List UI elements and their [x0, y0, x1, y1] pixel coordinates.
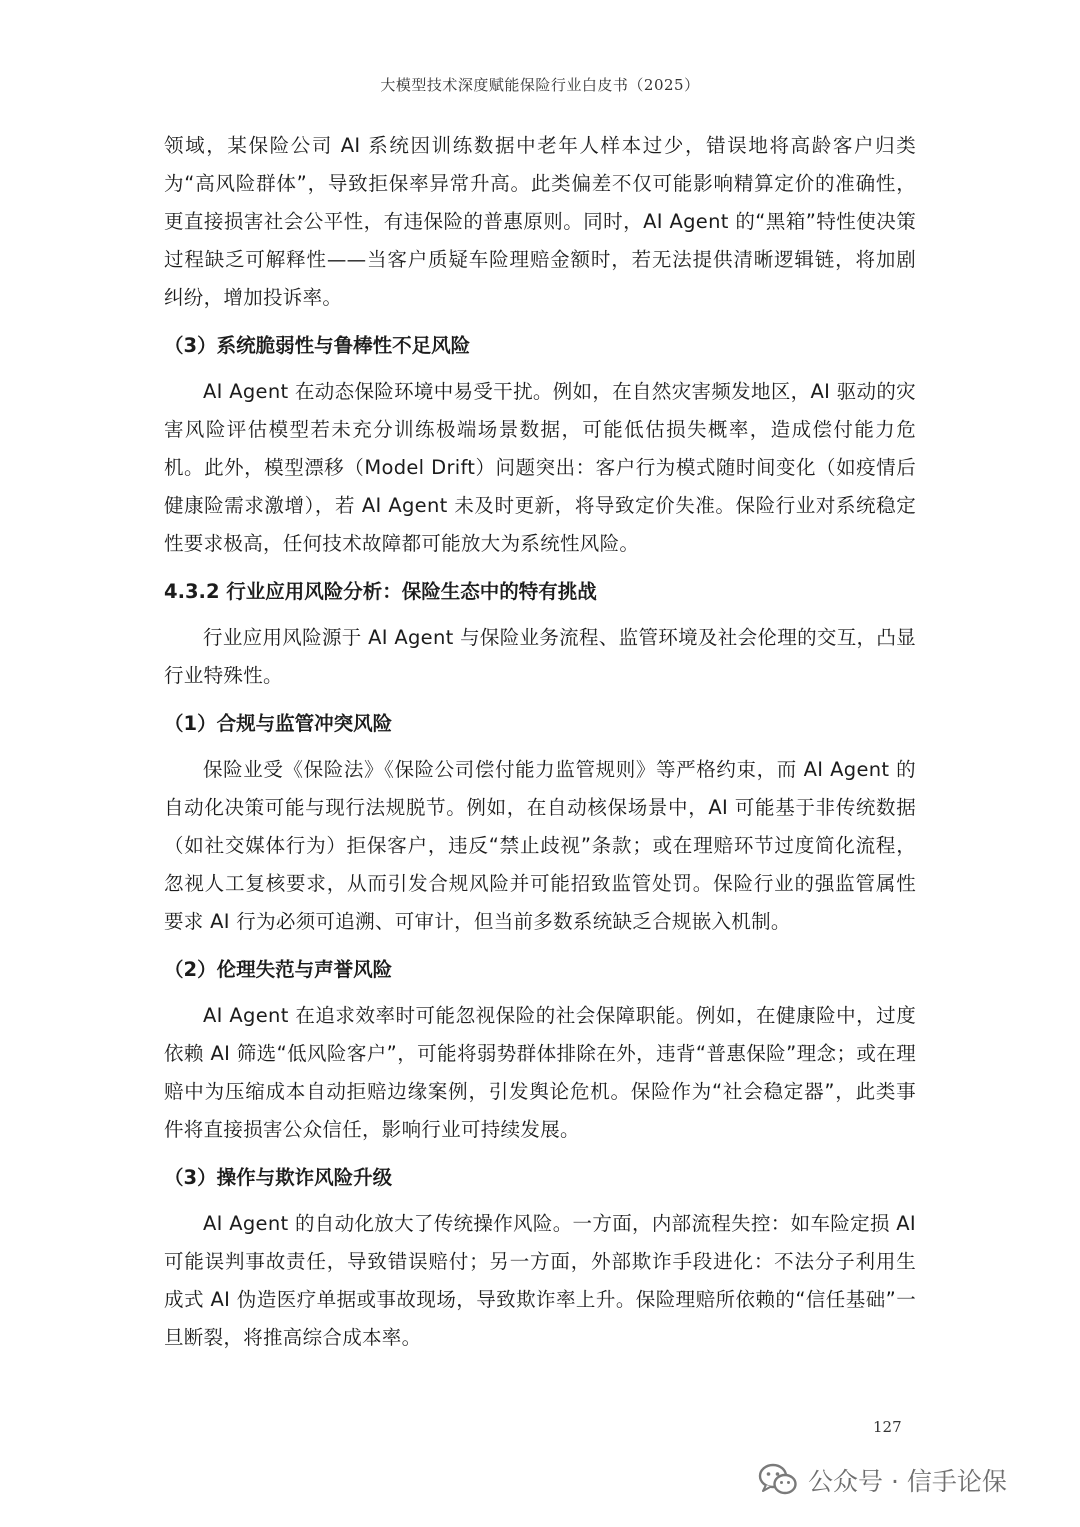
- heading-ethics-risk: （2）伦理失范与声誉风险: [164, 958, 393, 981]
- wechat-icon: [758, 1463, 798, 1497]
- paragraph-system-fragility: AI Agent 在动态保险环境中易受干扰。例如，在自然灾害频发地区，AI 驱动的灾害风险评估模型若未充分训练极端场景数据，可能低估损失概率，造成偿付能力危机。此外，模型漂移（Model Drift）问题突出：客户行为模式随时间变化（如疫情后健康险需求激增），若 AI Agent 未及时更新，将导致定价失准。保险行业对系统稳定性要求极高，任何技术故障都可能放大为系统性风险。: [164, 380, 916, 555]
- document-body: [164, 127, 916, 1357]
- paragraph-bias-continuation: 领域，某保险公司 AI 系统因训练数据中老年人样本过少，错误地将高龄客户归类为“高风险群体”，导致拒保率异常升高。此类偏差不仅可能影响精算定价的准确性，更直接损害社会公平性，有违保险的普惠原则。同时，AI Agent 的“黑箱”特性使决策过程缺乏可解释性——当客户质疑车险理赔金额时，若无法提供清晰逻辑链，将加剧纠纷，增加投诉率。: [164, 134, 916, 309]
- watermark-text: 公众号 · 信手论保: [808, 1467, 1007, 1496]
- watermark: [758, 1462, 1007, 1498]
- heading-system-fragility: （3）系统脆弱性与鲁棒性不足风险: [164, 334, 471, 357]
- heading-operation-fraud-risk: （3）操作与欺诈风险升级: [164, 1166, 393, 1189]
- paragraph-operation-fraud-risk: AI Agent 的自动化放大了传统操作风险。一方面，内部流程失控：如车险定损 AI 可能误判事故责任，导致错误赔付；另一方面，外部欺诈手段进化：不法分子利用生成式 AI 伪造医疗单据或事故现场，导致欺诈率上升。保险理赔所依赖的“信任基础”一旦断裂，将推高综合成本率。: [164, 1212, 916, 1349]
- paragraph-compliance-risk: 保险业受《保险法》《保险公司偿付能力监管规则》等严格约束，而 AI Agent 的自动化决策可能与现行法规脱节。例如，在自动核保场景中，AI 可能基于非传统数据（如社交媒体行为）拒保客户，违反“禁止歧视”条款；或在理赔环节过度简化流程，忽视人工复核要求，从而引发合规风险并可能招致监管处罚。保险行业的强监管属性要求 AI 行为必须可追溯、可审计，但当前多数系统缺乏合规嵌入机制。: [164, 758, 916, 933]
- paragraph-ethics-risk: AI Agent 在追求效率时可能忽视保险的社会保障职能。例如，在健康险中，过度依赖 AI 筛选“低风险客户”，可能将弱势群体排除在外，违背“普惠保险”理念；或在理赔中为压缩成本自动拒赔边缘案例，引发舆论危机。保险作为“社会稳定器”，此类事件将直接损害公众信任，影响行业可持续发展。: [164, 1004, 916, 1141]
- paragraph-industry-risk-intro: 行业应用风险源于 AI Agent 与保险业务流程、监管环境及社会伦理的交互，凸显行业特殊性。: [164, 626, 916, 687]
- page-number: 127: [873, 1418, 902, 1436]
- section-heading-4-3-2: 4.3.2 行业应用风险分析：保险生态中的特有挑战: [164, 580, 597, 603]
- heading-compliance-risk: （1）合规与监管冲突风险: [164, 712, 393, 735]
- running-header: 大模型技术深度赋能保险行业白皮书（2025）: [380, 76, 700, 94]
